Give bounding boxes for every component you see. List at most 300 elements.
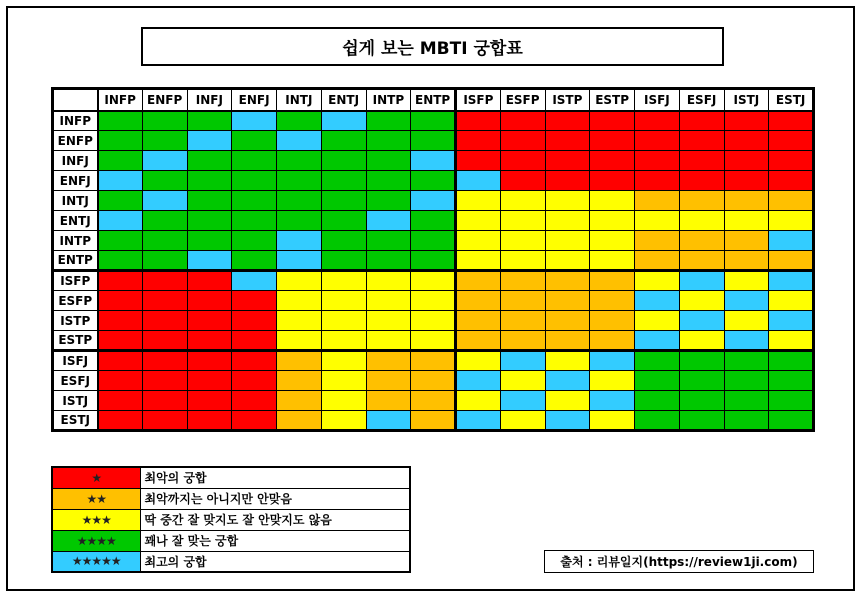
compat-cell <box>321 311 366 331</box>
compat-cell <box>456 211 501 231</box>
compat-cell <box>590 171 635 191</box>
compat-cell <box>769 311 814 331</box>
compat-cell <box>769 191 814 211</box>
compat-cell <box>545 271 590 291</box>
compat-cell <box>724 191 769 211</box>
column-header-enfj: ENFJ <box>232 89 277 111</box>
compat-cell <box>98 291 143 311</box>
compat-cell <box>679 131 724 151</box>
column-header-istj: ISTJ <box>724 89 769 111</box>
compat-cell <box>724 331 769 351</box>
compat-cell <box>98 171 143 191</box>
compat-cell <box>277 411 322 431</box>
compat-cell <box>456 371 501 391</box>
compat-cell <box>321 231 366 251</box>
compat-cell <box>456 111 501 131</box>
compat-cell <box>769 151 814 171</box>
compat-cell <box>769 251 814 271</box>
column-header-isfj: ISFJ <box>635 89 680 111</box>
legend-row <box>52 488 410 509</box>
compat-cell <box>769 291 814 311</box>
grid-row <box>53 211 814 231</box>
page-title: 쉽게 보는 MBTI 궁합표 <box>141 27 724 66</box>
compat-cell <box>590 211 635 231</box>
compat-cell <box>679 371 724 391</box>
compat-cell <box>98 251 143 271</box>
compat-cell <box>635 171 680 191</box>
compat-cell <box>456 191 501 211</box>
compat-cell <box>321 391 366 411</box>
compat-cell <box>277 191 322 211</box>
compat-cell <box>277 351 322 371</box>
compat-cell <box>321 211 366 231</box>
compat-cell <box>724 291 769 311</box>
compat-cell <box>679 391 724 411</box>
compat-cell <box>456 151 501 171</box>
compat-cell <box>142 411 187 431</box>
compat-cell <box>411 211 456 231</box>
column-header-estp: ESTP <box>590 89 635 111</box>
compat-cell <box>187 171 232 191</box>
compat-cell <box>98 391 143 411</box>
compat-cell <box>366 411 411 431</box>
compat-cell <box>590 151 635 171</box>
compat-cell <box>545 231 590 251</box>
compat-cell <box>321 251 366 271</box>
legend-label: 최고의 궁합 <box>140 551 410 572</box>
compat-cell <box>769 411 814 431</box>
compat-cell <box>187 331 232 351</box>
grid-row <box>53 351 814 371</box>
column-header-estj: ESTJ <box>769 89 814 111</box>
compat-cell <box>232 111 277 131</box>
compat-cell <box>500 151 545 171</box>
compat-cell <box>98 411 143 431</box>
star-rating-icon: ★★★★ <box>52 530 140 551</box>
compat-cell <box>500 291 545 311</box>
compat-cell <box>590 351 635 371</box>
compat-cell <box>366 271 411 291</box>
compat-cell <box>232 171 277 191</box>
compat-cell <box>98 271 143 291</box>
row-header-entp: ENTP <box>53 251 98 271</box>
compat-cell <box>232 271 277 291</box>
row-header-infj: INFJ <box>53 151 98 171</box>
compat-cell <box>500 111 545 131</box>
compat-cell <box>411 271 456 291</box>
compat-cell <box>769 351 814 371</box>
row-header-intj: INTJ <box>53 191 98 211</box>
compat-cell <box>187 151 232 171</box>
compat-cell <box>545 251 590 271</box>
compat-cell <box>724 131 769 151</box>
compat-cell <box>411 251 456 271</box>
compat-cell <box>98 111 143 131</box>
compat-cell <box>277 111 322 131</box>
compat-cell <box>724 151 769 171</box>
row-header-esfp: ESFP <box>53 291 98 311</box>
compat-cell <box>142 231 187 251</box>
compat-cell <box>98 131 143 151</box>
compat-cell <box>232 151 277 171</box>
compat-cell <box>545 351 590 371</box>
compat-cell <box>277 211 322 231</box>
compat-cell <box>679 251 724 271</box>
compat-cell <box>545 411 590 431</box>
compat-cell <box>635 231 680 251</box>
compat-cell <box>456 251 501 271</box>
column-header-esfj: ESFJ <box>679 89 724 111</box>
compat-cell <box>321 171 366 191</box>
compat-cell <box>724 411 769 431</box>
compat-cell <box>187 211 232 231</box>
legend-row <box>52 530 410 551</box>
compat-cell <box>500 271 545 291</box>
compat-cell <box>232 251 277 271</box>
compat-cell <box>590 331 635 351</box>
compat-cell <box>187 251 232 271</box>
compat-cell <box>500 171 545 191</box>
compat-cell <box>590 271 635 291</box>
compat-cell <box>232 311 277 331</box>
row-header-entj: ENTJ <box>53 211 98 231</box>
compat-cell <box>142 291 187 311</box>
compat-cell <box>769 371 814 391</box>
column-header-esfp: ESFP <box>500 89 545 111</box>
compat-cell <box>724 271 769 291</box>
compat-cell <box>366 371 411 391</box>
compat-cell <box>411 111 456 131</box>
compat-cell <box>187 111 232 131</box>
compat-cell <box>187 391 232 411</box>
legend-label: 최악까지는 아니지만 안맞음 <box>140 488 410 509</box>
compat-cell <box>277 171 322 191</box>
compat-cell <box>411 331 456 351</box>
compat-cell <box>500 251 545 271</box>
compat-cell <box>635 151 680 171</box>
compat-cell <box>769 131 814 151</box>
grid-row <box>53 231 814 251</box>
compat-cell <box>366 131 411 151</box>
compat-cell <box>500 211 545 231</box>
compat-cell <box>187 371 232 391</box>
compat-cell <box>366 331 411 351</box>
compat-cell <box>232 291 277 311</box>
compat-cell <box>142 171 187 191</box>
compat-cell <box>769 231 814 251</box>
compat-cell <box>545 211 590 231</box>
compat-cell <box>769 111 814 131</box>
compat-cell <box>232 131 277 151</box>
compat-cell <box>321 271 366 291</box>
compat-cell <box>187 311 232 331</box>
compat-cell <box>456 331 501 351</box>
column-header-entp: ENTP <box>411 89 456 111</box>
compat-cell <box>500 411 545 431</box>
compat-cell <box>500 311 545 331</box>
grid-row <box>53 291 814 311</box>
compat-cell <box>142 191 187 211</box>
compat-cell <box>366 111 411 131</box>
column-header-infp: INFP <box>98 89 143 111</box>
grid-row <box>53 171 814 191</box>
compat-cell <box>635 191 680 211</box>
grid-row <box>53 191 814 211</box>
compat-cell <box>679 231 724 251</box>
compat-cell <box>366 351 411 371</box>
compat-cell <box>545 291 590 311</box>
compat-cell <box>456 131 501 151</box>
compat-cell <box>456 391 501 411</box>
compat-cell <box>635 251 680 271</box>
compat-cell <box>500 131 545 151</box>
compat-cell <box>366 171 411 191</box>
compat-cell <box>98 151 143 171</box>
compat-cell <box>277 231 322 251</box>
compat-cell <box>142 211 187 231</box>
compat-cell <box>411 171 456 191</box>
compat-cell <box>411 151 456 171</box>
compat-cell <box>679 411 724 431</box>
compat-cell <box>679 151 724 171</box>
compat-cell <box>545 391 590 411</box>
compat-cell <box>769 271 814 291</box>
grid-row <box>53 411 814 431</box>
compat-cell <box>635 111 680 131</box>
compat-cell <box>590 371 635 391</box>
compat-cell <box>366 391 411 411</box>
corner-cell <box>53 89 98 111</box>
compat-cell <box>724 351 769 371</box>
row-header-esfj: ESFJ <box>53 371 98 391</box>
source-credit: 출처 : 리뷰일지(https://review1ji.com) <box>544 550 814 573</box>
row-header-intp: INTP <box>53 231 98 251</box>
compat-cell <box>232 351 277 371</box>
compat-cell <box>635 371 680 391</box>
compat-cell <box>679 111 724 131</box>
grid-row <box>53 391 814 411</box>
compat-cell <box>635 291 680 311</box>
compat-cell <box>545 131 590 151</box>
compat-cell <box>98 351 143 371</box>
legend-label: 꽤나 잘 맞는 궁합 <box>140 530 410 551</box>
compat-cell <box>635 211 680 231</box>
compat-cell <box>277 251 322 271</box>
compat-cell <box>187 131 232 151</box>
compat-cell <box>187 231 232 251</box>
compat-cell <box>277 151 322 171</box>
compat-cell <box>98 331 143 351</box>
compat-cell <box>277 311 322 331</box>
compat-cell <box>232 211 277 231</box>
legend <box>51 466 411 573</box>
column-header-infj: INFJ <box>187 89 232 111</box>
compatibility-grid <box>51 87 815 432</box>
compat-cell <box>98 311 143 331</box>
compat-cell <box>635 331 680 351</box>
row-header-isfp: ISFP <box>53 271 98 291</box>
compat-cell <box>500 231 545 251</box>
row-header-istj: ISTJ <box>53 391 98 411</box>
compat-cell <box>142 391 187 411</box>
compat-cell <box>590 231 635 251</box>
compat-cell <box>98 191 143 211</box>
grid-row <box>53 131 814 151</box>
compat-cell <box>366 211 411 231</box>
compat-cell <box>724 371 769 391</box>
compat-cell <box>142 331 187 351</box>
compat-cell <box>411 311 456 331</box>
compat-cell <box>724 311 769 331</box>
compat-cell <box>769 171 814 191</box>
column-header-entj: ENTJ <box>321 89 366 111</box>
legend-label: 딱 중간 잘 맞지도 잘 안맞지도 않음 <box>140 509 410 530</box>
compat-cell <box>769 211 814 231</box>
compat-cell <box>277 291 322 311</box>
compat-cell <box>187 271 232 291</box>
compat-cell <box>142 311 187 331</box>
grid-row <box>53 371 814 391</box>
compat-cell <box>187 191 232 211</box>
legend-label: 최악의 궁합 <box>140 467 410 488</box>
compat-cell <box>142 271 187 291</box>
compat-cell <box>456 171 501 191</box>
compat-cell <box>411 371 456 391</box>
compat-cell <box>142 251 187 271</box>
row-header-estp: ESTP <box>53 331 98 351</box>
compat-cell <box>187 291 232 311</box>
compat-cell <box>456 411 501 431</box>
row-header-infp: INFP <box>53 111 98 131</box>
compat-cell <box>411 411 456 431</box>
compat-cell <box>679 291 724 311</box>
compat-cell <box>187 411 232 431</box>
compat-cell <box>366 291 411 311</box>
compat-cell <box>411 231 456 251</box>
compat-cell <box>411 131 456 151</box>
compat-cell <box>187 351 232 371</box>
compat-cell <box>98 231 143 251</box>
compat-cell <box>411 291 456 311</box>
row-header-enfp: ENFP <box>53 131 98 151</box>
column-header-enfp: ENFP <box>142 89 187 111</box>
compat-cell <box>679 211 724 231</box>
row-header-enfj: ENFJ <box>53 171 98 191</box>
compat-cell <box>98 371 143 391</box>
compat-cell <box>142 111 187 131</box>
compat-cell <box>456 351 501 371</box>
compat-cell <box>321 351 366 371</box>
compat-cell <box>545 191 590 211</box>
compat-cell <box>321 151 366 171</box>
compat-cell <box>277 331 322 351</box>
compat-cell <box>679 191 724 211</box>
compat-cell <box>724 211 769 231</box>
compat-cell <box>98 211 143 231</box>
compat-cell <box>769 391 814 411</box>
compat-cell <box>366 231 411 251</box>
grid-row <box>53 251 814 271</box>
compat-cell <box>635 311 680 331</box>
compat-cell <box>545 171 590 191</box>
compat-cell <box>635 411 680 431</box>
compat-cell <box>321 371 366 391</box>
grid-row <box>53 151 814 171</box>
compat-cell <box>232 191 277 211</box>
compat-cell <box>635 271 680 291</box>
row-header-istp: ISTP <box>53 311 98 331</box>
compat-cell <box>724 111 769 131</box>
compat-cell <box>456 311 501 331</box>
row-header-estj: ESTJ <box>53 411 98 431</box>
compat-cell <box>500 351 545 371</box>
compat-cell <box>545 331 590 351</box>
compat-cell <box>500 331 545 351</box>
compat-cell <box>545 311 590 331</box>
grid-row <box>53 331 814 351</box>
compat-cell <box>321 131 366 151</box>
compat-cell <box>321 411 366 431</box>
compat-cell <box>590 111 635 131</box>
compat-cell <box>232 371 277 391</box>
compat-cell <box>500 391 545 411</box>
compat-cell <box>142 151 187 171</box>
compat-cell <box>679 331 724 351</box>
legend-row <box>52 467 410 488</box>
compat-cell <box>590 251 635 271</box>
compat-cell <box>456 231 501 251</box>
compat-cell <box>724 171 769 191</box>
compat-cell <box>769 331 814 351</box>
compat-cell <box>277 271 322 291</box>
compat-cell <box>545 371 590 391</box>
compat-cell <box>679 171 724 191</box>
compat-cell <box>232 391 277 411</box>
compat-cell <box>679 271 724 291</box>
compat-cell <box>366 151 411 171</box>
compat-cell <box>590 191 635 211</box>
column-header-intj: INTJ <box>277 89 322 111</box>
column-header-isfp: ISFP <box>456 89 501 111</box>
compat-cell <box>232 231 277 251</box>
compat-cell <box>277 371 322 391</box>
grid-row <box>53 271 814 291</box>
compat-cell <box>277 131 322 151</box>
compat-cell <box>724 231 769 251</box>
compat-cell <box>411 351 456 371</box>
compat-cell <box>635 351 680 371</box>
compat-cell <box>590 291 635 311</box>
star-rating-icon: ★★★ <box>52 509 140 530</box>
compat-cell <box>724 391 769 411</box>
star-rating-icon: ★ <box>52 467 140 488</box>
star-rating-icon: ★★★★★ <box>52 551 140 572</box>
compat-cell <box>366 191 411 211</box>
compat-cell <box>232 411 277 431</box>
compat-cell <box>545 111 590 131</box>
compat-cell <box>545 151 590 171</box>
compat-cell <box>590 131 635 151</box>
row-header-isfj: ISFJ <box>53 351 98 371</box>
compat-cell <box>142 371 187 391</box>
legend-row <box>52 551 410 572</box>
compat-cell <box>679 311 724 331</box>
column-header-intp: INTP <box>366 89 411 111</box>
compat-cell <box>142 131 187 151</box>
compat-cell <box>635 391 680 411</box>
column-header-istp: ISTP <box>545 89 590 111</box>
legend-row <box>52 509 410 530</box>
